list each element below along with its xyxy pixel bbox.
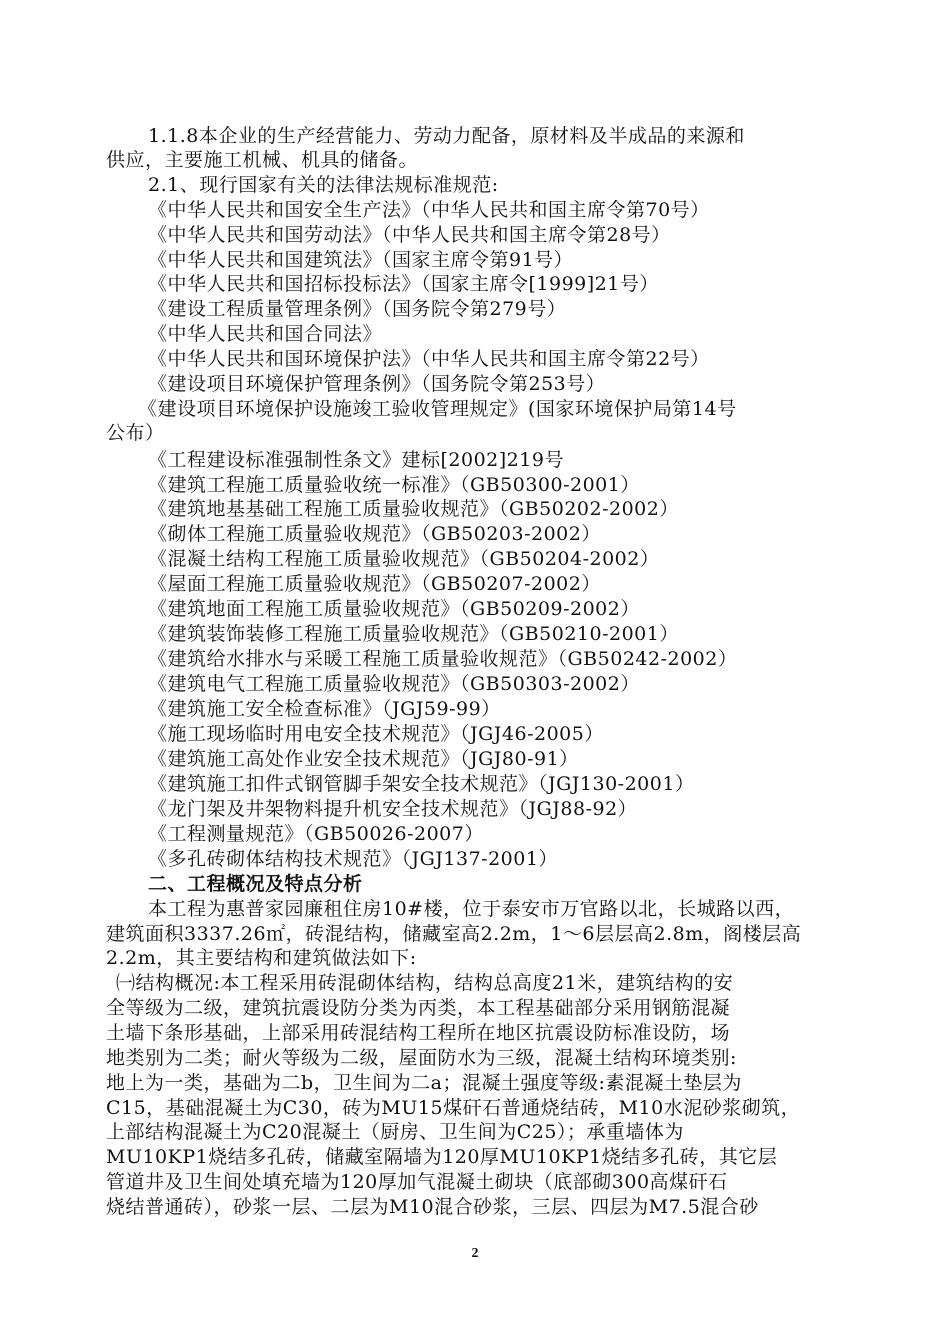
regulation-item: 《建筑工程施工质量验收统一标准》（GB50300-2001） xyxy=(148,474,640,496)
text-line: ㈠结构概况:本工程采用砖混砌体结构，结构总高度21米，建筑结构的安 xyxy=(116,972,734,994)
regulation-item: 《中华人民共和国合同法》 xyxy=(148,323,383,345)
regulation-item: 《工程建设标准强制性条文》建标[2002]219号 xyxy=(148,449,564,471)
regulation-item: 《建筑地基基础工程施工质量验收规范》（GB50202-2002） xyxy=(148,498,679,520)
regulation-item: 《建筑电气工程施工质量验收规范》（GB50303-2002） xyxy=(148,673,640,695)
text-line-2: 供应，主要施工机械、机具的储备。 xyxy=(106,149,419,171)
regulation-item: 《中华人民共和国招标投标法》（国家主席令[1999]21号） xyxy=(148,273,659,295)
text-line: C15，基础混凝土为C30，砖为MU15煤矸石普通烧结砖，M10水泥砂浆砌筑， xyxy=(106,1097,801,1119)
regulation-item: 《建设项目环境保护设施竣工验收管理规定》(国家环境保护局第14号 xyxy=(138,398,737,420)
regulation-item: 《工程测量规范》（GB50026-2007） xyxy=(148,823,484,845)
text-line: 全等级为二级，建筑抗震设防分类为丙类，本工程基础部分采用钢筋混凝 xyxy=(106,997,731,1019)
text-line: 管道井及卫生间处填充墙为120厚加气混凝土砌块（底部砌300高煤矸石 xyxy=(106,1171,728,1193)
section-heading: 二、工程概况及特点分析 xyxy=(148,873,363,895)
regulation-item: 《建筑施工扣件式钢管脚手架安全技术规范》（JGJ130-2001） xyxy=(148,773,695,795)
page-number: 2 xyxy=(471,1246,479,1261)
regulation-item: 《中华人民共和国劳动法》（中华人民共和国主席令第28号） xyxy=(148,224,671,246)
regulation-item: 《建筑施工高处作业安全技术规范》（JGJ80-91） xyxy=(148,748,579,770)
regulation-item: 《砌体工程施工质量验收规范》（GB50203-2002） xyxy=(148,523,601,545)
text-line: 地类别为二类；耐火等级为二级，屋面防水为三级，混凝土结构环境类别: xyxy=(106,1047,737,1069)
regulation-item: 《多孔砖砌体结构技术规范》（JGJ137-2001） xyxy=(148,848,558,870)
regulation-item: 《建筑地面工程施工质量验收规范》（GB50209-2002） xyxy=(148,598,640,620)
text-line: 上部结构混凝土为C20混凝土（厨房、卫生间为C25）；承重墙体为 xyxy=(106,1121,684,1143)
regulation-item: 《建设项目环境保护管理条例》（国务院令第253号） xyxy=(148,373,606,395)
text-line: 地上为一类，基础为二b，卫生间为二a；混凝土强度等级:素混凝土垫层为 xyxy=(106,1072,742,1094)
text-line: 烧结普通砖），砂浆一层、二层为M10混合砂浆，三层、四层为M7.5混合砂 xyxy=(106,1196,759,1218)
regulation-item: 《建筑给水排水与采暖工程施工质量验收规范》（GB50242-2002） xyxy=(148,648,738,670)
text-line-1: 1.1.8本企业的生产经营能力、劳动力配备，原材料及半成品的来源和 xyxy=(148,125,745,147)
regulation-item: 《混凝土结构工程施工质量验收规范》（GB50204-2002） xyxy=(148,548,660,570)
regulation-item: 《建设工程质量管理条例》（国务院令第279号） xyxy=(148,298,567,320)
regulation-item: 《龙门架及井架物料提升机安全技术规范》（JGJ88-92） xyxy=(148,798,638,820)
regulation-item: 《施工现场临时用电安全技术规范》（JGJ46-2005） xyxy=(148,723,604,745)
regulation-item: 《建筑装饰装修工程施工质量验收规范》（GB50210-2001） xyxy=(148,623,679,645)
text-line: 土墙下条形基础，上部采用砖混结构工程所在地区抗震设防标准设防，场 xyxy=(106,1022,731,1044)
regulation-item: 《中华人民共和国安全生产法》（中华人民共和国主席令第70号） xyxy=(148,199,710,221)
text-line: 本工程为惠普家园廉租住房10#楼，位于泰安市万官路以北，长城路以西， xyxy=(148,898,795,920)
regulation-item: 《中华人民共和国环境保护法》（中华人民共和国主席令第22号） xyxy=(148,348,710,370)
text-line-3: 2.1、现行国家有关的法律法规标准规范: xyxy=(148,174,499,196)
regulation-item-continued: 公布） xyxy=(106,422,165,444)
text-line: 建筑面积3337.26㎡，砖混结构，储藏室高2.2m，1～6层层高2.8m，阁楼层高 xyxy=(106,923,802,945)
regulation-item: 《屋面工程施工质量验收规范》（GB50207-2002） xyxy=(148,573,601,595)
text-line: 2.2m，其主要结构和建筑做法如下: xyxy=(106,947,417,969)
regulation-item: 《中华人民共和国建筑法》（国家主席令第91号） xyxy=(148,249,574,271)
regulation-item: 《建筑施工安全检查标准》（JGJ59-99） xyxy=(148,698,501,720)
text-line: MU10KP1烧结多孔砖，储藏室隔墙为120厚MU10KP1烧结多孔砖，其它层 xyxy=(106,1146,778,1168)
